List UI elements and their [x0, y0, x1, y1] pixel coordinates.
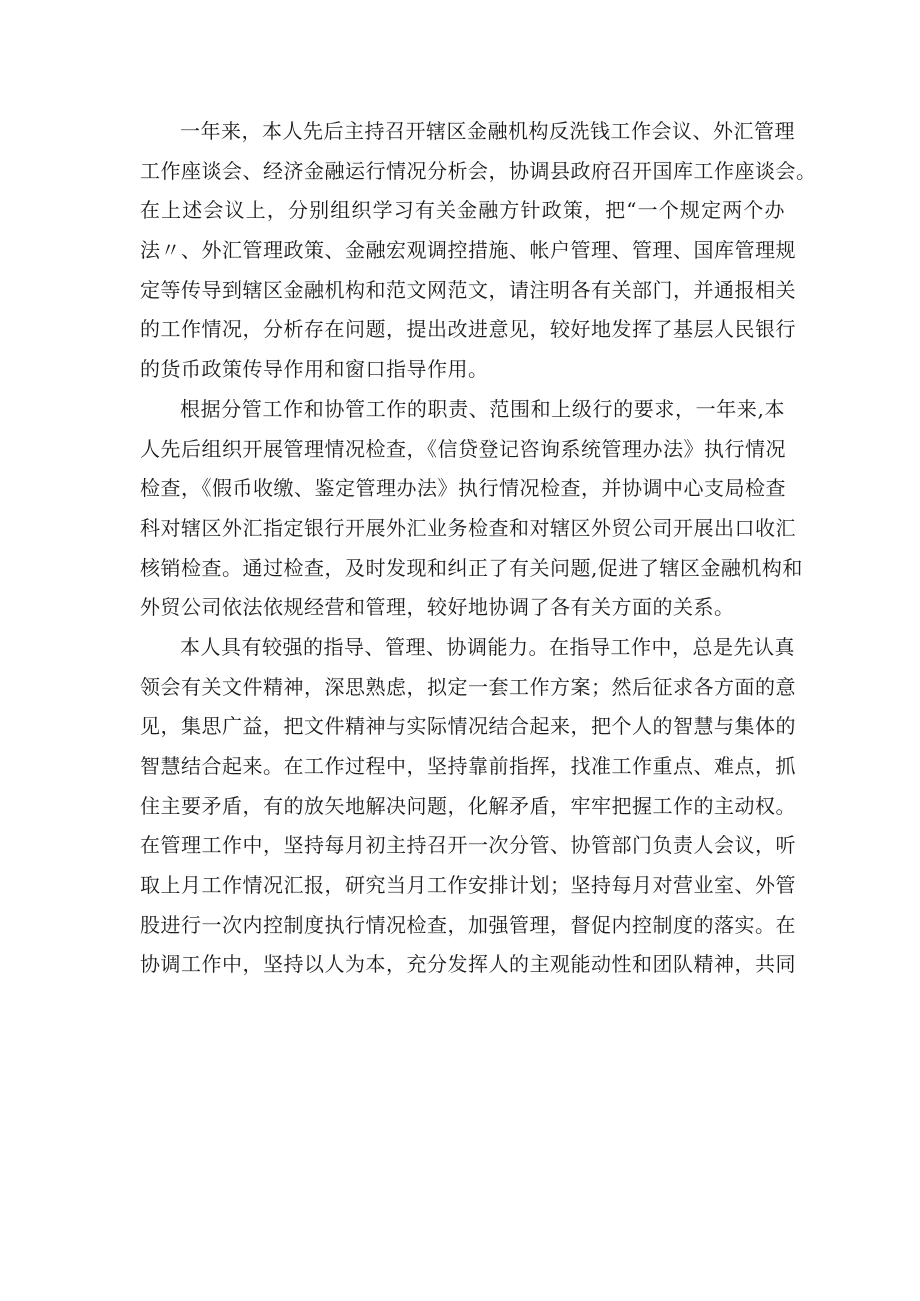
text-line: 定等传导到辖区金融机构和范文网范文，请注明各有关部门，并通报相关 — [140, 277, 796, 302]
text-line: 在管理工作中，坚持每月初主持召开一次分管、协管部门负责人会议，听 — [140, 833, 796, 858]
text-line: 工作座谈会、经济金融运行情况分析会，协调县政府召开国库工作座谈会。 — [140, 158, 817, 183]
paragraph-3 — [140, 628, 796, 985]
text-line: 核销检查。通过检查，及时发现和纠正了有关问题,促进了辖区金融机构和 — [140, 555, 803, 580]
text-line: 检查，《假币收缴、鉴定管理办法》执行情况检查，并协调中心支局检查 — [140, 476, 786, 501]
document-body — [140, 112, 817, 985]
text-line: 本人具有较强的指导、管理、协调能力。在指导工作中，总是先认真 — [180, 634, 795, 659]
text-line: 外贸公司依法依规经营和管理，较好地协调了各有关方面的关系。 — [140, 595, 735, 620]
text-line: 法〃、外汇管理政策、金融宏观调控措施、帐户管理、管理、国库管理规 — [140, 238, 796, 263]
paragraph-1 — [140, 112, 817, 390]
text-line: 人先后组织开展管理情况检查，《信贷登记咨询系统管理办法》执行情况 — [140, 436, 786, 461]
text-line: 根据分管工作和协管工作的职责、范围和上级行的要求，一年来,本 — [180, 396, 785, 421]
text-line: 一年来，本人先后主持召开辖区金融机构反洗钱工作会议、外汇管理 — [180, 119, 795, 143]
text-line: 领会有关文件精神，深思熟虑，拟定一套工作方案；然后征求各方面的意 — [140, 674, 796, 699]
text-line: 科对辖区外汇指定银行开展外汇业务检查和对辖区外贸公司开展出口收汇 — [140, 515, 796, 540]
text-line: 住主要矛盾，有的放矢地解决问题，化解矛盾，牢牢把握工作的主动权。 — [140, 793, 796, 818]
text-line: 的工作情况，分析存在问题，提出改进意见，较好地发挥了基层人民银行 — [140, 317, 796, 342]
text-line: 智慧结合起来。在工作过程中，坚持靠前指挥，找准工作重点、难点，抓 — [140, 754, 796, 778]
text-line: 的货币政策传导作用和窗口指导作用。 — [140, 357, 489, 382]
text-line: 股进行一次内控制度执行情况检查，加强管理，督促内控制度的落实。在 — [140, 912, 796, 937]
text-line: 取上月工作情况汇报，研究当月工作安排计划；坚持每月对营业室、外管 — [140, 873, 796, 898]
text-line: 见，集思广益，把文件精神与实际情况结合起来，把个人的智慧与集体的 — [140, 714, 796, 739]
paragraph-2 — [140, 390, 803, 628]
text-line: 协调工作中，坚持以人为本，充分发挥人的主观能动性和团队精神，共同 — [140, 952, 796, 977]
text-line: 在上述会议上，分别组织学习有关金融方针政策，把“一个规定两个办 — [140, 198, 785, 223]
